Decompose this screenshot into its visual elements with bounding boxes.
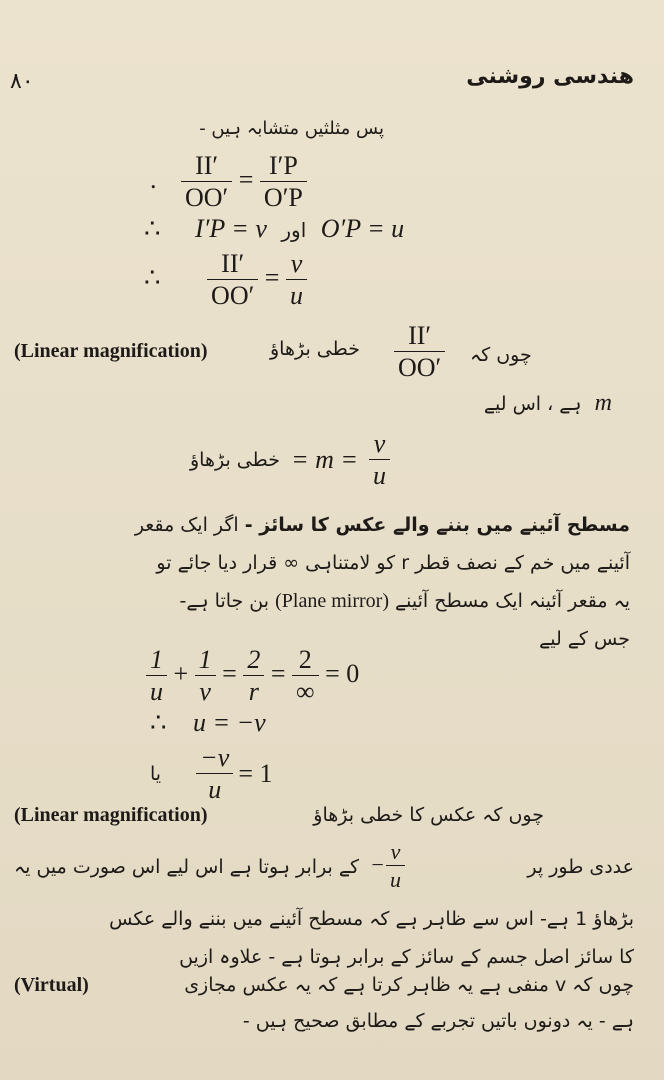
fraction-numerator: v [290, 249, 303, 278]
fraction-numerator: I′P [268, 151, 298, 180]
fraction-denominator: ∞ [296, 677, 315, 707]
equation-substitution [144, 214, 404, 244]
fraction-2-infinity [292, 646, 319, 706]
intro-line: پس مثلثیں متشابہ ہیں - [199, 118, 384, 139]
fraction-2-r [243, 646, 264, 706]
equals-one: = 1 [238, 758, 273, 788]
since-word: چوں کہ [470, 344, 532, 366]
fraction-bar [386, 865, 405, 866]
fraction-denominator: v [199, 677, 211, 707]
para-text: چوں کہ عکس کا خطی بڑھاؤ [313, 804, 544, 826]
para-line-1 [20, 506, 630, 544]
fraction-denominator: OO′ [211, 281, 255, 311]
fraction-ii-oo [394, 322, 445, 382]
para-text: اگر ایک مقعر [134, 514, 239, 536]
fraction-numerator: v [390, 839, 401, 864]
english-term: (Linear magnification) [14, 804, 208, 826]
since-line [14, 322, 634, 382]
page-number: ۸۰ [10, 68, 34, 93]
conjunction-and: اور [281, 218, 307, 242]
fraction-bar [207, 279, 258, 280]
para2-line-5 [14, 974, 634, 1006]
fraction-1-v [195, 646, 216, 706]
fraction-v-u-inline [386, 840, 405, 891]
fraction-1-u [146, 646, 167, 706]
fraction-numerator: 2 [247, 645, 261, 674]
fraction-denominator: OO′ [185, 183, 229, 213]
m-equals: = m = [291, 444, 358, 474]
equation-ratio [150, 152, 307, 212]
fraction-denominator: u [208, 775, 222, 805]
fraction-bar [394, 351, 445, 352]
fraction-numerator: II′ [195, 151, 219, 180]
fraction-left [181, 152, 232, 212]
mirror-equation [146, 646, 359, 706]
result-zero: = 0 [325, 658, 360, 688]
para2-line-2 [14, 840, 634, 896]
fraction-numerator: 1 [198, 645, 212, 674]
para-text: کے برابر ہوتا ہے اس لیے اس صورت میں یہ [14, 856, 360, 878]
fraction-minus-v-u [196, 744, 233, 804]
so-phrase: ہے ، اس لیے [483, 393, 582, 415]
para-line-3: بڑھاؤ 1 ہے- اس سے ظاہر ہے کہ مسطح آئینے میں بننے والے عکس [109, 908, 634, 930]
english-term: (Linear magnification) [14, 340, 208, 362]
english-term: (Plane mirror) [275, 590, 389, 612]
expression: u = −v [193, 708, 266, 737]
definition-equation [190, 430, 390, 490]
equals-sign: = [264, 262, 280, 292]
equation-ratio-one [150, 744, 273, 804]
or-word: یا [150, 762, 162, 785]
fraction-denominator: u [390, 867, 401, 893]
fraction-bar [260, 181, 307, 182]
fraction-bar [243, 675, 264, 676]
symbol-m: m [594, 390, 612, 416]
fraction-bar [196, 773, 233, 774]
para2-line-6: ہے - یہ دونوں باتیں تجربے کے مطابق صحیح ہیں - [242, 1010, 634, 1032]
equals-sign: = [238, 164, 254, 194]
fraction-bar [292, 675, 319, 676]
fraction-denominator: u [150, 677, 163, 707]
definition-label: خطی بڑھاؤ [190, 448, 280, 471]
fraction-numerator: −v [200, 743, 230, 772]
urdu-term: خطی بڑھاؤ [270, 338, 360, 360]
paragraph-conclusion [14, 900, 634, 976]
english-term: (Virtual) [14, 974, 89, 996]
therefore-symbol: ∴ [150, 708, 167, 737]
equation-u-minus-v [150, 708, 266, 738]
para-text: بن جاتا ہے- [179, 590, 270, 612]
fraction-bar [195, 675, 216, 676]
since-line-2 [484, 390, 612, 417]
para-text: عددی طور پر [527, 856, 634, 878]
fraction-bar [286, 279, 307, 280]
therefore-symbol: . [150, 164, 157, 194]
fraction-numerator: 1 [150, 645, 163, 674]
minus-sign: − [370, 852, 385, 877]
para-line-4: جس کے لیے [539, 628, 630, 650]
fraction-left [207, 250, 258, 310]
fraction-denominator: u [289, 281, 303, 311]
fraction-bar [181, 181, 232, 182]
para-line-4: کا سائز اصل جسم کے سائز کے برابر ہوتا ہے - علاوہ ازیں [179, 946, 634, 968]
therefore-symbol: ∴ [144, 214, 161, 243]
therefore-symbol: ∴ [144, 262, 161, 292]
fraction-numerator: II′ [221, 249, 245, 278]
fraction-v-u [369, 430, 390, 490]
para2-line-1 [14, 804, 634, 834]
expression-right: O′P = u [320, 214, 405, 243]
fraction-numerator: II′ [408, 321, 432, 350]
fraction-numerator: v [373, 429, 386, 458]
para-text: یہ مقعر آئینہ ایک مسطح آئینے [395, 590, 630, 612]
equals-sign: = [270, 658, 286, 688]
para-text: چوں کہ v منفی ہے یہ ظاہر کرتا ہے کہ یہ عکس مجازی [184, 974, 634, 996]
fraction-denominator: r [248, 677, 259, 707]
equals-sign: = [222, 658, 237, 688]
plus-sign: + [173, 658, 189, 688]
paragraph-plane-mirror [20, 506, 630, 658]
fraction-denominator: OO′ [398, 353, 442, 383]
fraction-denominator: u [373, 461, 387, 491]
section-heading: مسطح آئینے میں بننے والے عکس کا سائز - [244, 514, 630, 536]
fraction-right [286, 250, 307, 310]
equation-ratio-vu [144, 250, 307, 310]
fraction-denominator: O′P [263, 183, 303, 213]
fraction-right [260, 152, 307, 212]
running-title: هندسی روشنی [466, 64, 634, 89]
fraction-numerator: 2 [298, 645, 312, 674]
para-line-2: آئینے میں خم کے نصف قطر r کو لامتناہی ∞ قرار دیا جائے تو [156, 552, 630, 574]
fraction-bar [369, 459, 390, 460]
para-line-3 [20, 582, 630, 620]
fraction-bar [146, 675, 167, 676]
expression-left: I′P = v [195, 214, 267, 243]
